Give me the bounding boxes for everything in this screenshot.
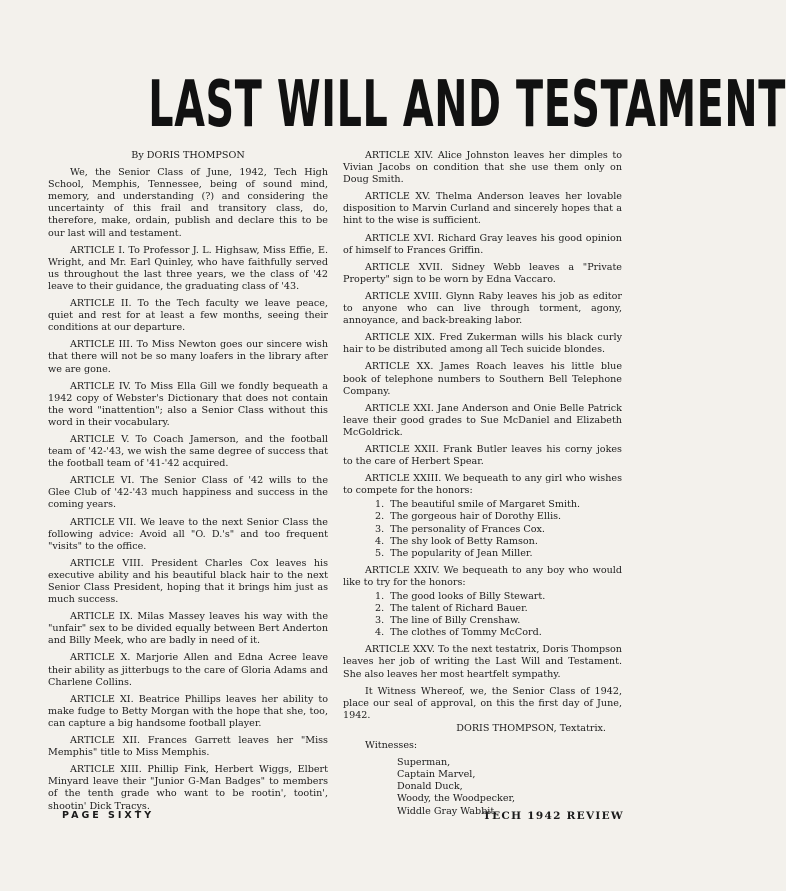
article-paragraph: ARTICLE VII. We leave to the next Senior Class the following advice: Avoid all "O. D.'s" and too frequent "visits" to the office. [48, 516, 328, 552]
boy-honors-list [343, 591, 622, 639]
right-column [343, 150, 622, 818]
article-paragraph: ARTICLE X. Marjorie Allen and Edna Acree leave their ability as jitterbugs to the care of Gloria Adams and Charlene Collins. [48, 652, 328, 688]
article-paragraph: ARTICLE XXI. Jane Anderson and Onie Belle Patrick leave their good grades to Sue McDaniel and Elizabeth McGoldrick. [343, 402, 622, 438]
article-paragraph: ARTICLE XIV. Alice Johnston leaves her dimples to Vivian Jacobs on condition that she use them only on Doug Smith. [343, 150, 622, 186]
article-paragraph: ARTICLE III. To Miss Newton goes our sincere wish that there will not be so many loafers in the library after we are gone. [48, 339, 328, 375]
list-text: The gorgeous hair of Dorothy Ellis. [390, 511, 562, 523]
list-item [343, 603, 622, 615]
witnesses-list [343, 757, 622, 817]
list-item [343, 627, 622, 639]
witnesses-label: Witnesses: [365, 740, 418, 752]
list-item [343, 511, 622, 523]
left-column [48, 150, 328, 818]
article-paragraph: ARTICLE XVI. Richard Gray leaves his good opinion of himself to Frances Griffin. [343, 232, 622, 256]
article-paragraph: We, the Senior Class of June, 1942, Tech High School, Memphis, Tennessee, being of sound mind, memory, and understanding (?) and considering the uncertainty of this frail and transitory class, do, therefore, make, ordain, publish and declare this to be our last will and testament. [48, 167, 328, 239]
article-paragraph: ARTICLE XI. Beatrice Phillips leaves her ability to make fudge to Betty Morgan with the hope that she, too, can capture a big handsome football player. [48, 693, 328, 729]
article-paragraph: ARTICLE XIX. Fred Zukerman wills his black curly hair to be distributed among all Tech suicide blondes. [343, 332, 622, 356]
list-text: The popularity of Jean Miller. [390, 547, 533, 559]
witness-name: Woody, the Woodpecker, [397, 793, 516, 805]
witness-name: Widdle Gray Wabbit. [397, 805, 498, 817]
list-text: The shy look of Betty Ramson. [390, 535, 538, 547]
article-paragraph: ARTICLE XII. Frances Garrett leaves her "Miss Memphis" title to Miss Memphis. [48, 735, 328, 759]
list-text: The line of Billy Crenshaw. [390, 615, 521, 627]
list-number: 1. [375, 591, 385, 602]
list-number: 2. [375, 511, 385, 523]
left-paragraphs [48, 167, 328, 813]
list-text: The clothes of Tommy McCord. [390, 627, 542, 639]
article-paragraph: ARTICLE XIII. Phillip Fink, Herbert Wiggs, Elbert Minyard leave their "Junior G-Man Badges" to members of the tenth grade who want to be rootin', tootin', shootin' Dick Tracys. [48, 764, 328, 812]
list-number: 5. [375, 547, 385, 559]
signature: DORIS THOMPSON, Textatrix. [456, 722, 606, 734]
right-paragraphs [343, 150, 622, 497]
list-item [343, 499, 622, 511]
list-item [343, 615, 622, 627]
article-paragraph: ARTICLE XV. Thelma Anderson leaves her lovable disposition to Marvin Curland and sincerely hopes that a hint to the wise is sufficient. [343, 191, 622, 227]
list-text: The beautiful smile of Margaret Smith. [390, 499, 581, 511]
list-number: 3. [375, 615, 385, 627]
list-number: 4. [375, 627, 385, 639]
article-paragraph: ARTICLE II. To the Tech faculty we leave peace, quiet and rest for at least a few months, seeing their conditions at our departure. [48, 298, 328, 334]
list-item [343, 591, 622, 603]
publication-name: TECH 1942 REVIEW [483, 810, 625, 822]
article-paragraph: ARTICLE VI. The Senior Class of '42 wills to the Glee Club of '42-'43 much happiness and success in the coming years. [48, 475, 328, 511]
list-item [343, 536, 622, 548]
article-xxiv: ARTICLE XXIV. We bequeath to any boy who would like to try for the honors: [343, 564, 622, 588]
list-number: 3. [375, 523, 385, 535]
list-item [343, 524, 622, 536]
article-paragraph: ARTICLE IX. Milas Massey leaves his way with the "unfair" sex to be divided equally between Bert Anderton and Billy Meek, who are badly in need of it. [48, 611, 328, 647]
page-number: PAGE SIXTY [62, 810, 155, 821]
page-title: LAST WILL AND TESTAMENT [148, 68, 786, 142]
girl-honors-list [343, 499, 622, 559]
list-number: 4. [375, 535, 385, 547]
list-number: 1. [375, 499, 385, 511]
list-item [343, 548, 622, 560]
byline: By DORIS THOMPSON [131, 150, 245, 161]
list-text: The talent of Richard Bauer. [390, 603, 528, 615]
article-paragraph: ARTICLE IV. To Miss Ella Gill we fondly bequeath a 1942 copy of Webster's Dictionary that does not contain the word "inattention"; also a Senior Class without this word in their vocabulary. [48, 380, 328, 428]
article-paragraph: ARTICLE I. To Professor J. L. Highsaw, Miss Effie, E. Wright, and Mr. Earl Quinley, who have faithfully served us throughout the last three years, we the class of '42 leave to their guidance, the graduating class of '43. [48, 244, 328, 292]
list-text: The good looks of Billy Stewart. [390, 591, 546, 602]
article-paragraph: ARTICLE XVII. Sidney Webb leaves a "Private Property" sign to be worn by Edna Vaccaro. [343, 261, 622, 285]
article-paragraph: ARTICLE XXII. Frank Butler leaves his corny jokes to the care of Herbert Spear. [343, 443, 622, 468]
list-text: The personality of Frances Cox. [390, 523, 545, 535]
article-paragraph: ARTICLE XVIII. Glynn Raby leaves his job as editor to anyone who can live through torment, agony, annoyance, and back-breaking labor. [343, 290, 622, 327]
article-paragraph: ARTICLE VIII. President Charles Cox leaves his executive ability and his beautiful black hair to the next Senior Class President, hoping that it brings him just as much success. [48, 557, 328, 606]
article-paragraph: ARTICLE XXIII. We bequeath to any girl who wishes to compete for the honors: [343, 473, 622, 497]
article-paragraph: ARTICLE XX. James Roach leaves his little blue book of telephone numbers to Southern Bell Telephone Company. [343, 361, 622, 397]
witness-name: Donald Duck, [397, 781, 463, 793]
witness-name: Superman, [397, 757, 451, 769]
article-xxv: ARTICLE XXV. To the next testatrix, Doris Thompson leaves her job of writing the Last Will and Testament. She also leaves her most heartfelt sympathy. [343, 644, 622, 680]
witness-whereof: It Witness Whereof, we, the Senior Class of 1942, place our seal of approval, on this the first day of June, 1942. [343, 685, 622, 721]
article-paragraph: ARTICLE V. To Coach Jamerson, and the football team of '42-'43, we wish the same degree of success that the football team of '41-'42 acquired. [48, 433, 328, 470]
witness-name: Captain Marvel, [397, 769, 476, 781]
list-number: 2. [375, 603, 385, 615]
